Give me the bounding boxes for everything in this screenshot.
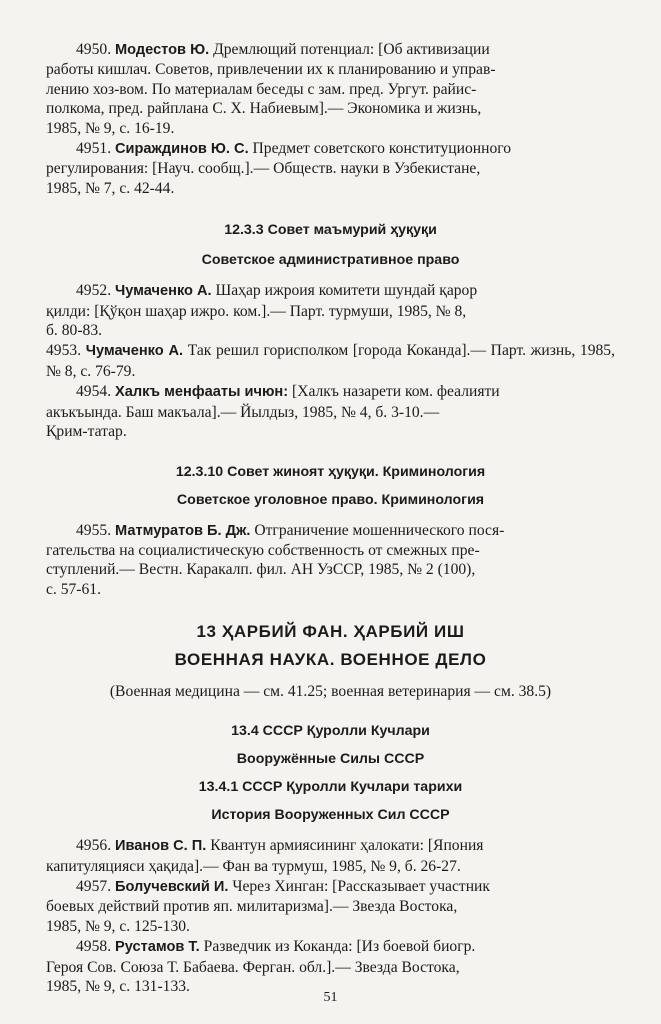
entry-4955: 4955. Матмуратов Б. Дж. Отграничение мошеннического пося- гательства на социалистическую собственность от смежных пре- ступлений.— Вестн. Каракалп. фил. АН УзССР, 1985, № 2 (100), с. 57-61. (46, 521, 505, 598)
section-heading-12-3-10: 12.3.10 Совет жиноят ҳуқуқи. Криминология (175, 463, 486, 480)
entry-4952: 4952. Чумаченко А. Шаҳар ижроия комитети шундай қарор қилди: [Қўқон шаҳар ижро. ком.].— Парт. турмуши, 1985, № 8, б. 80-83. (46, 282, 478, 340)
entry-4950: 4950. Модестов Ю. Дремлющий потенциал: [Об активизации работы кишлач. Советов, привлечении их к планированию и управ- лению хоз-вом. По материалам беседы с зам. пред. Ургут. райис- полкома, пред. райплана С. Х. Набиевым].— Экономика и жизнь, 1985, № 9, с. 16-19. (46, 41, 496, 137)
section-heading-armed-forces-history: История Вооруженных Сил СССР (211, 807, 450, 824)
section-heading-admin-law: Советское административное право (201, 252, 460, 269)
cross-reference-note: (Военная медицина — см. 41.25; военная ветеринария — см. 38.5) (109, 683, 552, 701)
chapter-heading-13-ru: ВОЕННАЯ НАУКА. ВОЕННОЕ ДЕЛО (174, 650, 487, 670)
section-heading-13-4-1: 13.4.1 СССР Қуролли Кучлари тарихи (198, 779, 463, 796)
entry-4956: 4956. Иванов С. П. Квантун армиясининг ҳалокати: [Япония капитуляцияси ҳақида].— Фан ва турмуш, 1985, № 9, б. 26-27. (46, 837, 484, 875)
section-heading-12-3-3: 12.3.3 Совет маъмурий ҳуқуқи (224, 222, 437, 239)
entry-4954: 4954. Халкъ менфааты ичюн: [Халкъ назарети ком. феалияти акъкъында. Баш макъала].— Йылдыз, 1985, № 4, б. 3-10.— Қрим-татар. (46, 383, 500, 441)
entry-4951: 4951. Сираждинов Ю. С. Предмет советского конституционного регулирования: [Науч. сообщ.].— Обществ. науки в Узбекистане, 1985, № 7, с. 42-44. (46, 140, 512, 197)
entry-4953: 4953. Чумаченко А. Так решил горисполком [города Коканда].— Парт. жизнь, 1985, № 8, с. 76-79. (46, 342, 615, 380)
section-heading-criminal-law: Советское уголовное право. Криминология (176, 491, 485, 508)
section-heading-armed-forces: Вооружённые Силы СССР (236, 751, 425, 768)
entry-4958: 4958. Рустамов Т. Разведчик из Коканда: [Из боевой биогр. Героя Сов. Союза Т. Бабаева. Ферган. обл.].— Звезда Востока, 1985, № 9, с. 131-133. (46, 938, 476, 995)
section-heading-13-4: 13.4 СССР Қуролли Кучлари (231, 723, 430, 740)
page-number: 51 (323, 990, 338, 1005)
entry-4957: 4957. Болучевский И. Через Хинган: [Рассказывает участник боевых действий против яп. милитаризма].— Звезда Востока, 1985, № 9, с. 125-130. (46, 877, 490, 935)
chapter-heading-13-uz: 13 ҲАРБИЙ ФАН. ҲАРБИЙ ИШ (196, 622, 465, 642)
